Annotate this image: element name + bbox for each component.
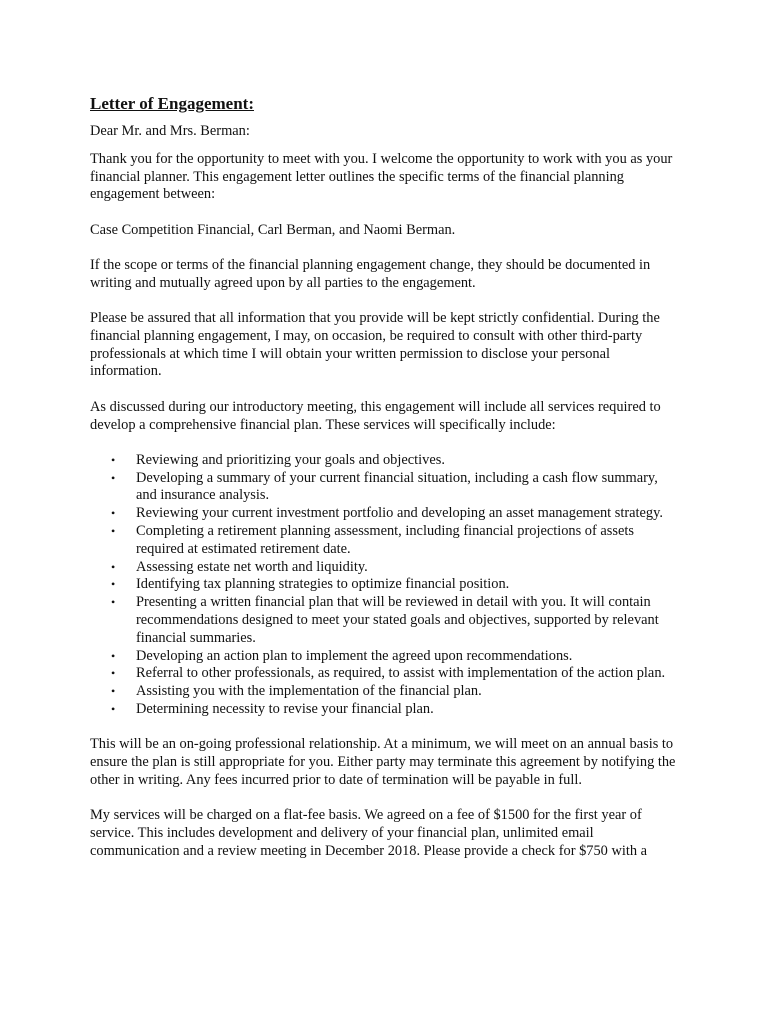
bullet-icon: • xyxy=(111,684,116,699)
bullet-icon: • xyxy=(111,506,116,521)
bullet-icon: • xyxy=(111,577,116,592)
list-item xyxy=(111,576,680,594)
list-item xyxy=(111,665,680,683)
bullet-icon: • xyxy=(111,648,116,663)
list-item-text: Referral to other professionals, as required, to assist with implementation of the action plan. xyxy=(136,665,666,682)
services-intro-paragraph: As discussed during our introductory meeting, this engagement will include all services required to develop a comprehensive financial plan. These services will specifically include: xyxy=(90,398,661,433)
list-item-text: Completing a retirement planning assessment, including financial projections of assets required at estimated retirement date. xyxy=(136,523,634,557)
list-item-text: Assisting you with the implementation of the financial plan. xyxy=(136,683,482,700)
services-list xyxy=(90,452,680,719)
letter-page xyxy=(90,93,680,878)
fee-paragraph: My services will be charged on a flat-fee basis. We agreed on a fee of $1500 for the first year of service. This includes development and delivery of your financial plan, unlimited email communication and a review meeting in December 2018. Please provide a check for $750 with a xyxy=(90,807,648,859)
intro-paragraph: Thank you for the opportunity to meet with you. I welcome the opportunity to work with you as your financial planner. This engagement letter outlines the specific terms of the financial planning engagement between: xyxy=(90,150,673,203)
list-item-text: Determining necessity to revise your financial plan. xyxy=(136,701,434,718)
bullet-icon: • xyxy=(111,595,116,610)
bullet-icon: • xyxy=(111,470,116,485)
relationship-paragraph: This will be an on-going professional relationship. At a minimum, we will meet on an annual basis to ensure the plan is still appropriate for you. Either party may terminate this agreement by notifying the other in writing. Any fees incurred prior to date of termination will be payable in full. xyxy=(90,736,676,788)
list-item-text: Reviewing your current investment portfolio and developing an asset management strategy. xyxy=(136,505,663,522)
salutation: Dear Mr. and Mrs. Berman: xyxy=(90,123,250,139)
list-item xyxy=(111,469,680,506)
list-item-text: Reviewing and prioritizing your goals and objectives. xyxy=(136,451,445,468)
list-item xyxy=(111,701,680,719)
parties-paragraph: Case Competition Financial, Carl Berman, and Naomi Berman. xyxy=(90,221,456,238)
bullet-icon: • xyxy=(111,666,116,681)
list-item-text: Presenting a written financial plan that will be reviewed in detail with you. It will contain recommendations designed to meet your stated goals and objectives, supported by relevant financial summaries. xyxy=(136,594,659,646)
bullet-icon: • xyxy=(111,559,116,574)
list-item xyxy=(111,451,680,470)
bullet-icon: • xyxy=(111,524,116,539)
list-item xyxy=(111,594,680,647)
list-item xyxy=(111,505,680,523)
bullet-icon: • xyxy=(111,452,116,467)
scope-paragraph: If the scope or terms of the financial planning engagement change, they should be documented in writing and mutually agreed upon by all parties to the engagement. xyxy=(90,256,651,291)
list-item-text: Developing a summary of your current financial situation, including a cash flow summary, and insurance analysis. xyxy=(136,469,658,504)
list-item-text: Developing an action plan to implement the agreed upon recommendations. xyxy=(136,647,573,664)
bullet-icon: • xyxy=(111,702,116,717)
list-item xyxy=(111,683,680,701)
list-item-text: Identifying tax planning strategies to optimize financial position. xyxy=(136,576,510,593)
list-item xyxy=(111,558,680,577)
list-item xyxy=(111,647,680,666)
list-item xyxy=(111,523,680,559)
letter-title: Letter of Engagement: xyxy=(90,94,254,113)
list-item-text: Assessing estate net worth and liquidity. xyxy=(136,558,368,575)
confidentiality-paragraph: Please be assured that all information that you provide will be kept strictly confidential. During the financial planning engagement, I may, on occasion, be required to consult with other third-party professionals at which time I will obtain your written permission to disclose your personal information. xyxy=(90,310,660,380)
